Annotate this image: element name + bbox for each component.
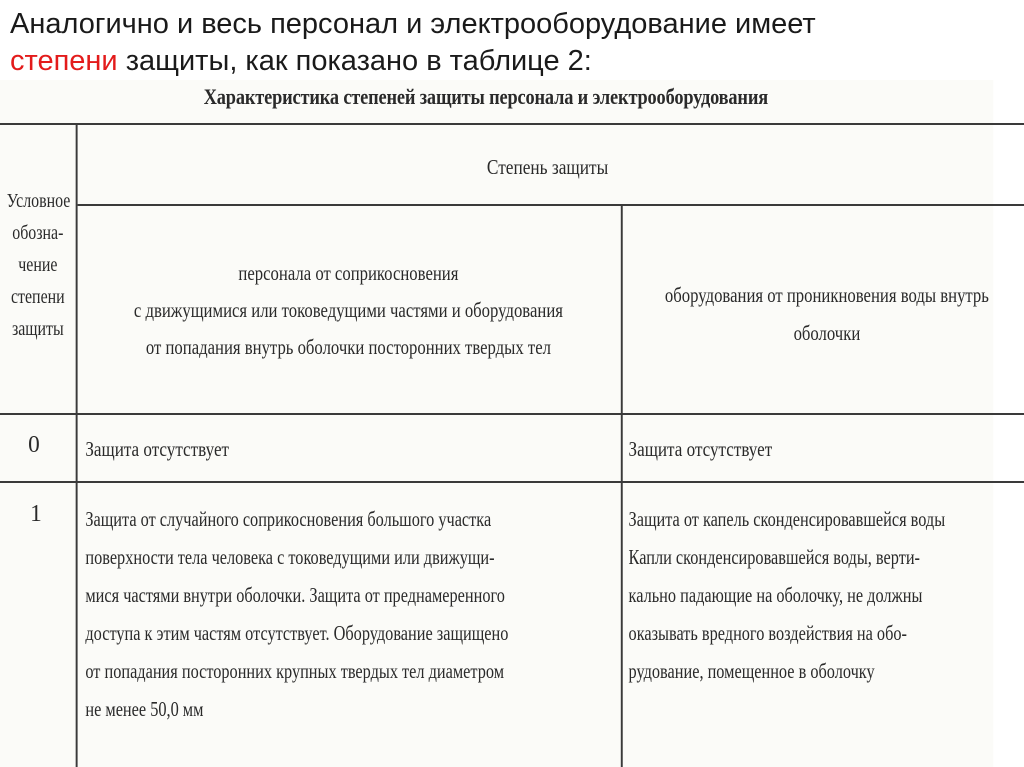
row-0-col2 [629,430,773,468]
row-1-col2-line: рудование, помещенное в оболочку [628,659,875,683]
row-0-col2-line: Защита отсутствует [628,437,773,461]
row-0-col1 [85,430,229,468]
stub-header-line: чение [18,254,58,276]
row-1-col1-line: поверхности тела человека с токоведущими или движущи- [85,545,495,569]
scanned-table [0,80,993,767]
heading-highlight: степени [10,45,118,77]
row-1-col1-line: от попадания посторонних крупных твердых тел диаметром [85,659,505,683]
stub-header-line: обозна- [12,222,64,244]
stub-column-rule [76,123,78,767]
row-1-col1 [85,500,508,728]
col2-header-line: оборудования от проникновения воды внутрь [664,283,989,307]
table-title: Характеристика степеней защиты персонала и электрооборудования [203,84,769,109]
slide-heading [10,6,1020,80]
row-0-code: 0 [28,432,40,458]
group-header: Степень защиты [486,155,609,179]
header-bottom-rule [0,413,1024,415]
heading-text-1: Аналогично и весь персонал и электрооборудование имеет [10,8,816,40]
row-1-col2 [629,500,946,690]
heading-text-2: защиты, как показано в таблице 2: [125,45,592,77]
row-1-col2-line: кально падающие на оболочку, не должны [628,583,923,607]
row-1-col2-line: Защита от капель сконденсировавшейся воды [628,507,946,531]
row-1-col1-line: мися частями внутри оболочки. Защита от преднамеренного [85,583,505,607]
table-top-rule [0,123,1024,125]
row-1-col1-line: Защита от случайного соприкосновения большого участка [85,507,492,531]
row-1-col1-line: доступа к этим частям отсутствует. Оборудование защищено [85,621,509,645]
row-1-col1-line: не менее 50,0 мм [85,697,204,721]
stub-header-line: защиты [11,318,64,340]
row-1-code: 1 [30,501,42,527]
col1-header-line: от попадания внутрь оболочки посторонних твердых тел [145,335,551,359]
stub-header-line: Условное [6,190,71,212]
col1-header-line: с движущимися или токоведущими частями и оборудования [133,298,563,322]
middle-column-rule [621,204,623,767]
group-header-rule [78,204,1024,206]
col2-header-line: оболочки [793,321,861,345]
stub-header-line: степени [10,286,65,308]
row-0-col1-line: Защита отсутствует [85,437,230,461]
col2-header [648,276,1006,352]
col1-header-line: персонала от соприкосновения [238,261,459,285]
stub-header [7,185,69,345]
row-1-col2-line: оказывать вредного воздействия на обо- [628,621,907,645]
row-0-bottom-rule [0,481,1024,483]
row-1-col2-line: Капли сконденсировавшейся воды, верти- [628,545,920,569]
col1-header [102,255,595,366]
